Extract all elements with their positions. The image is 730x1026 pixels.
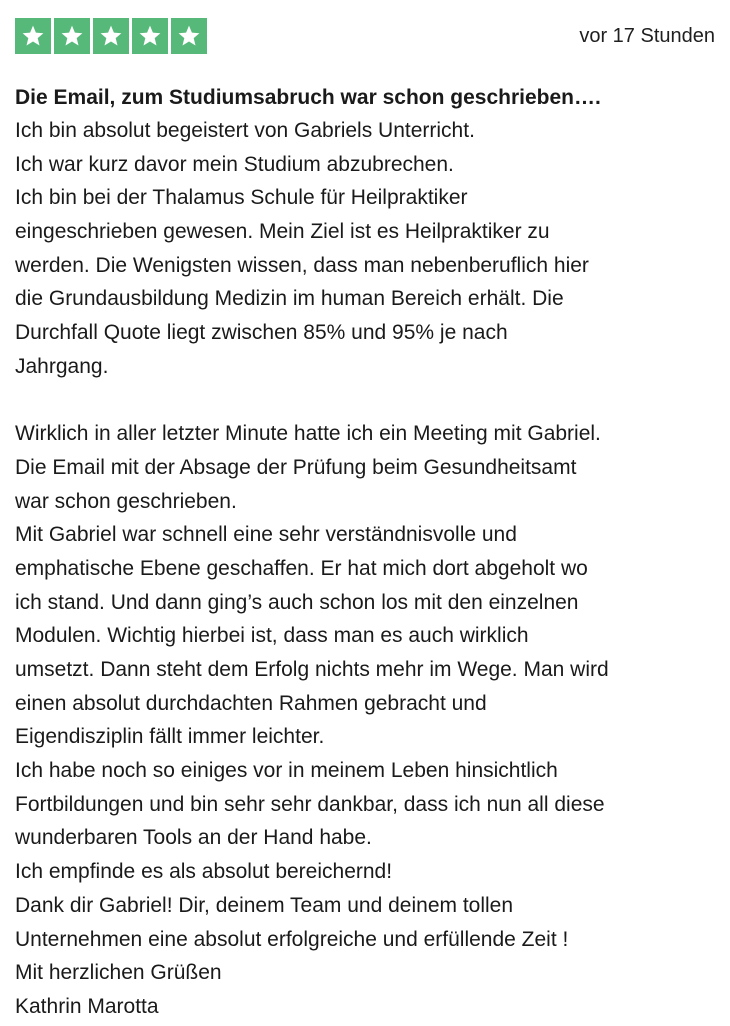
star-icon (54, 18, 90, 54)
review-text-line: Kathrin Marotta (15, 994, 159, 1018)
review-text-line: Ich war kurz davor mein Studium abzubrechen. (15, 152, 454, 176)
review-text-line: Ich empfinde es als absolut bereichernd! (15, 860, 393, 884)
review-text-line: Mit herzlichen Grüßen (15, 961, 222, 985)
review-title: Die Email, zum Studiumsabruch war schon geschrieben…. (15, 86, 601, 109)
paragraph-break (15, 384, 715, 418)
review-text-line: Eigendisziplin fällt immer leichter. (15, 725, 325, 749)
review-text-line: Jahrgang. (15, 354, 109, 378)
star-rating (15, 18, 207, 54)
review-text-line: Ich bin bei der Thalamus Schule für Heilpraktiker (15, 186, 468, 210)
review-text-line: Die Email mit der Absage der Prüfung beim Gesundheitsamt (15, 455, 577, 479)
review-text-line: ich stand. Und dann ging’s auch schon los mit den einzelnen (15, 590, 579, 614)
review-timestamp: vor 17 Stunden (579, 24, 715, 47)
review-text-line: eingeschrieben gewesen. Mein Ziel ist es Heilpraktiker zu (15, 220, 550, 244)
review-text-line: Durchfall Quote liegt zwischen 85% und 95% je nach (15, 321, 508, 345)
review-text-line: emphatische Ebene geschaffen. Er hat mich dort abgeholt wo (15, 556, 588, 580)
review-text-line: Ich habe noch so einiges vor in meinem Leben hinsichtlich (15, 759, 558, 783)
review-text-line: Modulen. Wichtig hierbei ist, dass man es auch wirklich (15, 624, 529, 648)
review-text-line: umsetzt. Dann steht dem Erfolg nichts mehr im Wege. Man wird (15, 658, 609, 681)
star-icon (93, 18, 129, 54)
review-text-line: die Grundausbildung Medizin im human Bereich erhält. Die (15, 287, 564, 311)
review-text-line: Dank dir Gabriel! Dir, deinem Team und deinem tollen (15, 893, 514, 917)
review-text-line: Unternehmen eine absolut erfolgreiche und erfüllende Zeit ! (15, 927, 569, 951)
review-text-line: Mit Gabriel war schnell eine sehr verständnisvolle und (15, 523, 517, 547)
review-text-line: einen absolut durchdachten Rahmen gebracht und (15, 691, 487, 715)
star-icon (132, 18, 168, 54)
review-text-line: Wirklich in aller letzter Minute hatte ich ein Meeting mit Gabriel. (15, 422, 601, 446)
review-text-line: Ich bin absolut begeistert von Gabriels Unterricht. (15, 119, 475, 142)
review-body (15, 114, 715, 1024)
review-text-line: werden. Die Wenigsten wissen, dass man nebenberuflich hier (15, 253, 589, 277)
review-text-line: war schon geschrieben. (15, 489, 237, 513)
review-header (15, 18, 715, 54)
review-text-line: wunderbaren Tools an der Hand habe. (15, 826, 372, 850)
star-icon (15, 18, 51, 54)
review-text-line: Fortbildungen und bin sehr sehr dankbar, dass ich nun all diese (15, 792, 605, 816)
star-icon (171, 18, 207, 54)
